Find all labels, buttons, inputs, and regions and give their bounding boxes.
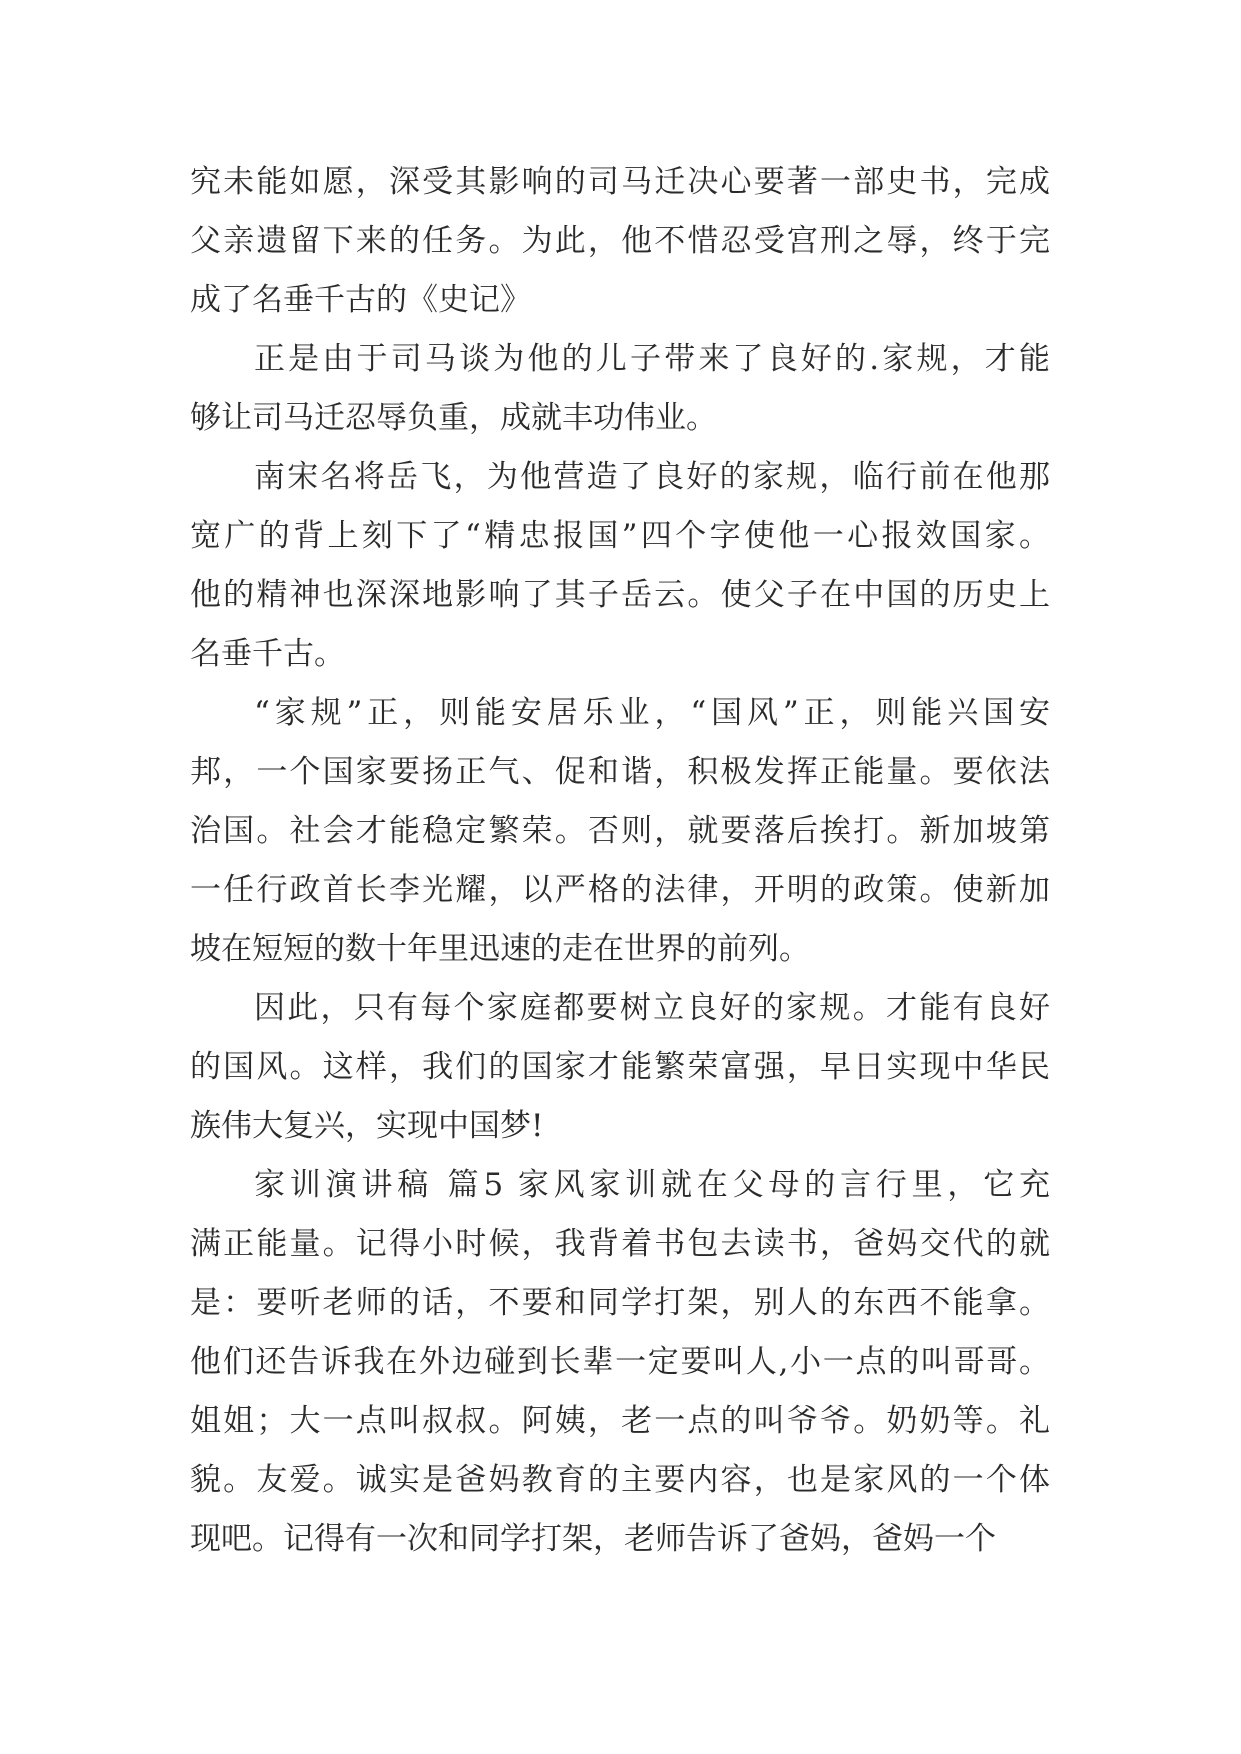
text-line: 治国。社会才能稳定繁荣。否则，就要落后挨打。新加坡第 <box>190 813 1050 849</box>
text-line: 貌。友爱。诚实是爸妈教育的主要内容，也是家风的一个体 <box>190 1462 1050 1498</box>
text-line: 他们还告诉我在外边碰到长辈一定要叫人,小一点的叫哥哥。 <box>190 1344 1050 1380</box>
text-line: 究未能如愿，深受其影响的司马迁决心要著一部史书，完成 <box>190 164 1050 200</box>
paragraph-5 <box>190 979 1050 1156</box>
text-line: 够让司马迁忍辱负重，成就丰功伟业。 <box>190 400 717 436</box>
text-line: 满正能量。记得小时候，我背着书包去读书，爸妈交代的就 <box>190 1226 1050 1262</box>
text-line: 父亲遗留下来的任务。为此，他不惜忍受宫刑之辱，终于完 <box>190 223 1050 259</box>
text-line: 名垂千古。 <box>190 636 345 672</box>
paragraph-2 <box>190 330 1050 448</box>
body-text <box>190 153 1050 1569</box>
text-line: 姐姐；大一点叫叔叔。阿姨，老一点的叫爷爷。奶奶等。礼 <box>190 1403 1050 1439</box>
text-line: 成了名垂千古的《史记》 <box>190 282 531 318</box>
text-line: “家规”正，则能安居乐业，“国风”正，则能兴国安 <box>254 695 1050 731</box>
text-line: 一任行政首长李光耀，以严格的法律，开明的政策。使新加 <box>190 872 1050 908</box>
text-line: 族伟大复兴，实现中国梦! <box>190 1108 544 1144</box>
paragraph-1 <box>190 153 1050 330</box>
paragraph-6 <box>190 1156 1050 1569</box>
text-line: 他的精神也深深地影响了其子岳云。使父子在中国的历史上 <box>190 577 1050 613</box>
text-line: 因此，只有每个家庭都要树立良好的家规。才能有良好 <box>254 990 1050 1026</box>
paragraph-4 <box>190 684 1050 979</box>
text-line: 的国风。这样，我们的国家才能繁荣富强，早日实现中华民 <box>190 1049 1050 1085</box>
text-line: 南宋名将岳飞，为他营造了良好的家规，临行前在他那 <box>254 459 1050 495</box>
text-line: 是：要听老师的话，不要和同学打架，别人的东西不能拿。 <box>190 1285 1050 1321</box>
text-line: 宽广的背上刻下了“精忠报国”四个字使他一心报效国家。 <box>190 518 1050 554</box>
text-line: 现吧。记得有一次和同学打架，老师告诉了爸妈，爸妈一个 <box>190 1521 996 1557</box>
paragraph-3 <box>190 448 1050 684</box>
text-line: 家训演讲稿 篇5 家风家训就在父母的言行里，它充 <box>254 1167 1050 1203</box>
text-line: 正是由于司马谈为他的儿子带来了良好的.家规，才能 <box>254 341 1050 377</box>
text-line: 坡在短短的数十年里迅速的走在世界的前列。 <box>190 931 810 967</box>
text-line: 邦，一个国家要扬正气、促和谐，积极发挥正能量。要依法 <box>190 754 1050 790</box>
